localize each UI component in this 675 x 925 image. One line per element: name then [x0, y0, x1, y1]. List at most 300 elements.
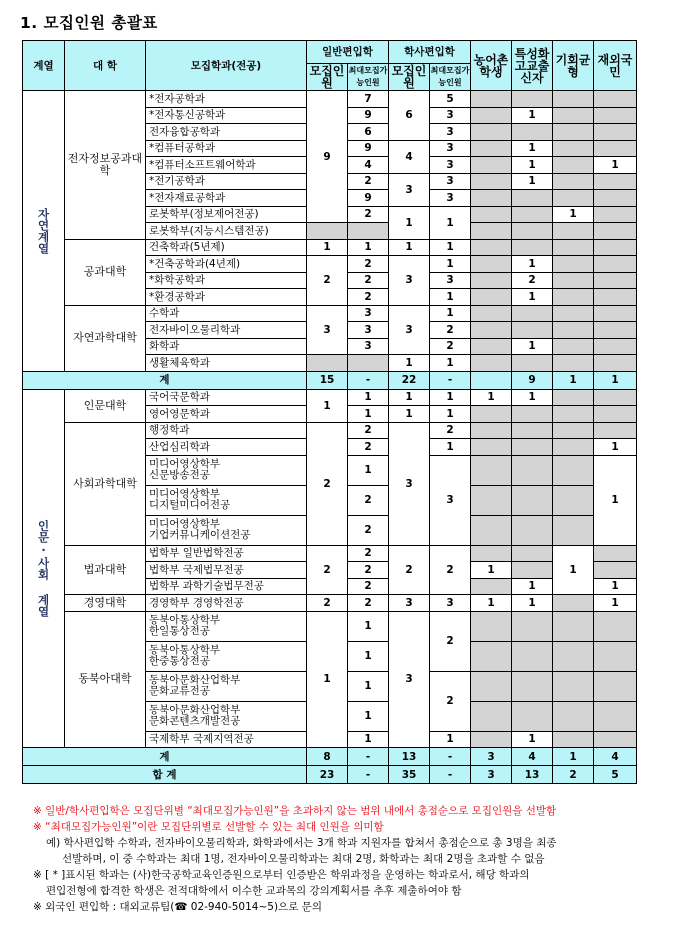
empty-r	[471, 157, 512, 174]
dept-line-2: 신문방송전공	[149, 469, 210, 481]
value-hm: 3	[430, 124, 471, 141]
college-eng: 공과대학	[65, 239, 146, 305]
empty-r	[471, 731, 512, 748]
empty-o	[553, 355, 594, 372]
empty-f	[594, 91, 637, 108]
dept-name: *전자통신공학과	[146, 107, 307, 124]
value-hm: 1	[430, 206, 471, 239]
subtotal-h: 22	[389, 371, 430, 389]
empty-r	[471, 124, 512, 141]
empty-o	[553, 91, 594, 108]
note-1: ※ 일반/학사편입학은 모집단위별 “최대모집가능인원”을 초과하지 않는 범위 내에서 총점순으로 모집인원을 선발함	[33, 805, 557, 817]
value-s: 1	[512, 256, 553, 273]
dept-name: 전자바이오물리학과	[146, 322, 307, 339]
dept-name	[146, 671, 307, 701]
empty-r	[471, 422, 512, 439]
empty-o	[553, 289, 594, 306]
value-g: 3	[307, 305, 348, 355]
total-g: 23	[307, 766, 348, 784]
dept-name: 법학부 과학기술법무전공	[146, 578, 307, 595]
subtotal-g: 8	[307, 748, 348, 766]
value-gm: 2	[348, 422, 389, 439]
dept-name: 로봇학부(정보제어전공)	[146, 206, 307, 223]
empty-o	[553, 701, 594, 731]
dept-name: 국제학부 국제지역전공	[146, 731, 307, 748]
total-label: 합 계	[23, 766, 307, 784]
group-humanities: 인문·사회 계열	[23, 389, 65, 748]
dept-name: 행정학과	[146, 422, 307, 439]
value-h: 1	[389, 389, 430, 406]
subtotal-hm: -	[430, 748, 471, 766]
value-r: 1	[471, 595, 512, 612]
empty-r	[471, 701, 512, 731]
empty-o	[553, 107, 594, 124]
empty-r	[471, 190, 512, 207]
value-s: 1	[512, 107, 553, 124]
header-hakgwa: 모집학과(전공)	[146, 41, 307, 91]
empty-f	[594, 140, 637, 157]
dept-name	[146, 701, 307, 731]
dept-line-1: 동북아통상학부	[149, 614, 221, 626]
empty-o	[553, 595, 594, 612]
value-f: 1	[594, 578, 637, 595]
dept-line-1: 동북아문화산업학부	[149, 704, 241, 716]
dept-line-1: 미디어영상학부	[149, 488, 221, 500]
empty-f	[594, 641, 637, 671]
dept-line-1: 미디어영상학부	[149, 518, 221, 530]
value-gm: 2	[348, 272, 389, 289]
subtotal-row	[23, 371, 637, 389]
dept-name: *환경공학과	[146, 289, 307, 306]
empty-f	[594, 239, 637, 256]
empty-o	[553, 239, 594, 256]
empty-f	[594, 355, 637, 372]
empty-r	[471, 91, 512, 108]
value-gm: 1	[348, 671, 389, 701]
empty-f	[594, 671, 637, 701]
value-h: 3	[389, 305, 430, 355]
subtotal-r	[471, 371, 512, 389]
value-gm: 1	[348, 641, 389, 671]
dept-name: 산업심리학과	[146, 439, 307, 456]
header-rural: 농어촌학생	[471, 41, 512, 91]
value-h: 3	[389, 611, 430, 748]
dept-name: 전자융합공학과	[146, 124, 307, 141]
empty-r	[471, 223, 512, 240]
empty-o	[553, 515, 594, 545]
empty-f	[594, 107, 637, 124]
dept-name: 영어영문학과	[146, 406, 307, 423]
value-hm: 1	[430, 256, 471, 273]
note-example-2: 선발하며, 이 중 수학과는 최대 1명, 전자바이오물리학과는 최대 2명, 화학과는 최대 2명을 초과할 수 없음	[62, 853, 545, 865]
empty-o	[553, 305, 594, 322]
empty-r	[471, 322, 512, 339]
empty-o	[553, 124, 594, 141]
value-s: 1	[512, 173, 553, 190]
empty-f	[594, 124, 637, 141]
dept-name	[146, 485, 307, 515]
empty-r	[471, 272, 512, 289]
subtotal-label: 계	[23, 371, 307, 389]
subtotal-label: 계	[23, 748, 307, 766]
empty-o	[553, 140, 594, 157]
note-2: ※ “최대모집가능인원”이란 모집단위별로 선발할 수 있는 최대 인원을 의미함	[33, 821, 384, 833]
empty-g	[307, 355, 348, 372]
subtotal-f: 4	[594, 748, 637, 766]
dept-line-2: 한일통상전공	[149, 625, 210, 637]
value-hm: 3	[430, 173, 471, 190]
table-row	[23, 595, 637, 612]
empty-r	[471, 515, 512, 545]
value-s: 2	[512, 272, 553, 289]
value-gm: 3	[348, 305, 389, 322]
total-r: 3	[471, 766, 512, 784]
empty-o	[553, 731, 594, 748]
value-gm: 2	[348, 595, 389, 612]
value-gm: 1	[348, 239, 389, 256]
header-gyeyeol: 계열	[23, 41, 65, 91]
empty-gm	[348, 355, 389, 372]
value-s: 1	[512, 595, 553, 612]
empty-r	[471, 140, 512, 157]
value-g: 1	[307, 239, 348, 256]
empty-r	[471, 256, 512, 273]
subtotal-row	[23, 748, 637, 766]
total-o: 2	[553, 766, 594, 784]
header-general-max: 최대모집가능인원	[348, 64, 389, 91]
empty-o	[553, 611, 594, 641]
subtotal-o: 1	[553, 748, 594, 766]
subtotal-r: 3	[471, 748, 512, 766]
value-hm: 2	[430, 322, 471, 339]
notes	[33, 803, 673, 915]
value-h: 3	[389, 256, 430, 306]
empty-r	[471, 338, 512, 355]
value-gm: 1	[348, 731, 389, 748]
dept-name: 국어국문학과	[146, 389, 307, 406]
value-gm: 6	[348, 124, 389, 141]
value-gm: 1	[348, 406, 389, 423]
value-g: 2	[307, 545, 348, 595]
empty-o	[553, 173, 594, 190]
value-f: 1	[594, 157, 637, 174]
empty-f	[594, 256, 637, 273]
empty-s	[512, 455, 553, 485]
empty-s	[512, 239, 553, 256]
value-gm: 2	[348, 206, 389, 223]
dept-name: *전기공학과	[146, 173, 307, 190]
empty-s	[512, 355, 553, 372]
dept-name: 경영학부 경영학전공	[146, 595, 307, 612]
college-northeast: 동북아대학	[65, 611, 146, 748]
value-o: 1	[553, 545, 594, 595]
value-gm: 2	[348, 256, 389, 273]
dept-name: 생활체육학과	[146, 355, 307, 372]
value-s: 1	[512, 389, 553, 406]
value-s: 1	[512, 289, 553, 306]
dept-line-1: 동북아문화산업학부	[149, 674, 241, 686]
value-hm: 1	[430, 406, 471, 423]
header-overseas: 재외국민	[594, 41, 637, 91]
dept-name	[146, 515, 307, 545]
value-g: 2	[307, 595, 348, 612]
empty-o	[553, 455, 594, 485]
empty-f	[594, 338, 637, 355]
value-hm: 1	[430, 289, 471, 306]
value-h: 3	[389, 173, 430, 206]
value-hm: 3	[430, 272, 471, 289]
empty-o	[553, 338, 594, 355]
empty-s	[512, 124, 553, 141]
table-row	[23, 611, 637, 641]
value-s: 1	[512, 338, 553, 355]
header-bachelor-max: 최대모집가능인원	[430, 64, 471, 91]
college-social: 사회과학대학	[65, 422, 146, 545]
value-g: 1	[307, 611, 348, 748]
note-3: ※ [ * ]표시된 학과는 (사)한국공학교육인증원으로부터 인증받은 학위과정을 운영하는 학과로서, 해당 학과의	[33, 869, 530, 881]
empty-s	[512, 671, 553, 701]
header-general: 일반편입학	[307, 41, 389, 64]
empty-o	[553, 223, 594, 240]
college-business: 경영대학	[65, 595, 146, 612]
empty-s	[512, 485, 553, 515]
empty-s	[512, 305, 553, 322]
value-gm: 9	[348, 190, 389, 207]
value-gm: 4	[348, 157, 389, 174]
empty-r	[471, 545, 512, 562]
value-hm: 1	[430, 731, 471, 748]
value-r: 1	[471, 389, 512, 406]
empty-f	[594, 305, 637, 322]
dept-line-2: 디지털미디어전공	[149, 499, 231, 511]
table-row	[23, 239, 637, 256]
empty-o	[553, 157, 594, 174]
value-hm: 3	[430, 107, 471, 124]
note-example-1: 예) 학사편입학 수학과, 전자바이오물리학과, 화학과에서는 3개 학과 지원자를 합쳐서 총점순으로 총 3명을 최종	[46, 837, 557, 849]
value-hm: 1	[430, 389, 471, 406]
recruitment-summary-table	[22, 40, 637, 784]
value-hm: 2	[430, 338, 471, 355]
dept-name: *전자재료공학과	[146, 190, 307, 207]
empty-f	[594, 611, 637, 641]
total-h: 35	[389, 766, 430, 784]
total-row	[23, 766, 637, 784]
subtotal-gm: -	[348, 371, 389, 389]
value-h: 1	[389, 206, 430, 239]
empty-r	[471, 107, 512, 124]
subtotal-gm: -	[348, 748, 389, 766]
value-h: 3	[389, 422, 430, 545]
empty-g	[307, 223, 348, 240]
table-row	[23, 305, 637, 322]
empty-s	[512, 91, 553, 108]
value-gm: 3	[348, 322, 389, 339]
table-row	[23, 91, 637, 108]
value-h: 6	[389, 91, 430, 141]
value-h: 1	[389, 239, 430, 256]
note-4: ※ 외국인 편입학 : 대외교류팀(☎ 02-940-5014~5)으로 문의	[33, 901, 322, 913]
value-hm: 3	[430, 190, 471, 207]
subtotal-o: 1	[553, 371, 594, 389]
empty-s	[512, 206, 553, 223]
empty-f	[594, 190, 637, 207]
value-gm: 1	[348, 389, 389, 406]
empty-s	[512, 611, 553, 641]
empty-f	[594, 272, 637, 289]
value-gm: 9	[348, 140, 389, 157]
dept-name	[146, 641, 307, 671]
empty-o	[553, 389, 594, 406]
dept-name: 법학부 일반법학전공	[146, 545, 307, 562]
empty-r	[471, 611, 512, 641]
value-hm: 1	[430, 439, 471, 456]
group-science: 자연계열	[23, 91, 65, 372]
empty-f	[594, 223, 637, 240]
empty-o	[553, 485, 594, 515]
value-gm: 7	[348, 91, 389, 108]
table-row	[23, 422, 637, 439]
empty-f	[594, 406, 637, 423]
empty-r	[471, 289, 512, 306]
dept-line-1: 동북아통상학부	[149, 644, 221, 656]
dept-name: 수학과	[146, 305, 307, 322]
value-f: 1	[594, 595, 637, 612]
empty-r	[471, 173, 512, 190]
dept-name: *건축공학과(4년제)	[146, 256, 307, 273]
total-gm: -	[348, 766, 389, 784]
value-hm: 2	[430, 671, 471, 731]
total-s: 13	[512, 766, 553, 784]
value-g: 2	[307, 422, 348, 545]
dept-name: 건축학과(5년제)	[146, 239, 307, 256]
value-h: 4	[389, 140, 430, 173]
empty-s	[512, 439, 553, 456]
value-o: 1	[553, 206, 594, 223]
value-gm: 9	[348, 107, 389, 124]
empty-f	[594, 173, 637, 190]
dept-line-2: 한중통상전공	[149, 655, 210, 667]
header-daehak: 대 학	[65, 41, 146, 91]
value-s: 1	[512, 140, 553, 157]
value-gm: 2	[348, 562, 389, 579]
empty-s	[512, 322, 553, 339]
value-gm: 1	[348, 701, 389, 731]
dept-name: 로봇학부(지능시스템전공)	[146, 223, 307, 240]
empty-gm	[348, 223, 389, 240]
empty-s	[512, 562, 553, 579]
header-special: 특성화고교출신자	[512, 41, 553, 91]
value-gm: 2	[348, 578, 389, 595]
empty-f	[594, 562, 637, 579]
empty-o	[553, 256, 594, 273]
dept-name	[146, 611, 307, 641]
value-gm: 1	[348, 455, 389, 485]
empty-f	[594, 206, 637, 223]
dept-name: *화학공학과	[146, 272, 307, 289]
value-f: 1	[594, 439, 637, 456]
value-hm: 2	[430, 611, 471, 671]
value-gm: 2	[348, 545, 389, 562]
header-bachelor: 학사편입학	[389, 41, 471, 64]
value-gm: 3	[348, 338, 389, 355]
header-general-mojip: 모집인원	[307, 64, 348, 91]
empty-r	[471, 439, 512, 456]
empty-o	[553, 190, 594, 207]
empty-f	[594, 422, 637, 439]
subtotal-s: 9	[512, 371, 553, 389]
value-gm: 2	[348, 515, 389, 545]
empty-f	[594, 731, 637, 748]
total-hm: -	[430, 766, 471, 784]
subtotal-s: 4	[512, 748, 553, 766]
dept-name	[146, 455, 307, 485]
empty-s	[512, 641, 553, 671]
empty-f	[594, 322, 637, 339]
empty-r	[471, 355, 512, 372]
dept-line-2: 문화교류전공	[149, 685, 210, 697]
value-hm: 2	[430, 422, 471, 439]
page-title: 1. 모집인원 총괄표	[20, 14, 158, 32]
empty-s	[512, 701, 553, 731]
empty-r	[471, 578, 512, 595]
value-g: 1	[307, 389, 348, 422]
dept-line-2: 문화콘텐츠개발전공	[149, 715, 241, 727]
value-h: 1	[389, 355, 430, 372]
value-gm: 2	[348, 485, 389, 515]
empty-o	[553, 671, 594, 701]
empty-f	[594, 701, 637, 731]
note-3-cont: 편입전형에 합격한 학생은 전적대학에서 이수한 교과목의 강의계획서를 추후 제출하여야 함	[46, 885, 462, 897]
empty-o	[553, 272, 594, 289]
value-g: 9	[307, 91, 348, 223]
dept-line-2: 기업커뮤니케이션전공	[149, 529, 251, 541]
empty-r	[471, 455, 512, 485]
value-hm: 2	[430, 545, 471, 595]
empty-s	[512, 406, 553, 423]
value-hm: 3	[430, 140, 471, 157]
value-hm: 3	[430, 157, 471, 174]
subtotal-h: 13	[389, 748, 430, 766]
value-gm: 2	[348, 173, 389, 190]
dept-name: 화학과	[146, 338, 307, 355]
empty-s	[512, 515, 553, 545]
empty-s	[512, 422, 553, 439]
value-r: 1	[471, 562, 512, 579]
dept-name: *전자공학과	[146, 91, 307, 108]
empty-o	[553, 439, 594, 456]
empty-o	[553, 322, 594, 339]
table-row	[23, 545, 637, 562]
subtotal-g: 15	[307, 371, 348, 389]
subtotal-f: 1	[594, 371, 637, 389]
value-h: 1	[389, 406, 430, 423]
value-s: 1	[512, 157, 553, 174]
value-hm: 3	[430, 455, 471, 545]
empty-r	[471, 206, 512, 223]
empty-r	[471, 239, 512, 256]
dept-name: *컴퓨터공학과	[146, 140, 307, 157]
college-natural: 자연과학대학	[65, 305, 146, 371]
value-gm: 1	[348, 611, 389, 641]
value-hm: 1	[430, 239, 471, 256]
value-gm: 2	[348, 439, 389, 456]
total-f: 5	[594, 766, 637, 784]
empty-s	[512, 545, 553, 562]
value-s: 1	[512, 731, 553, 748]
empty-r	[471, 485, 512, 515]
empty-r	[471, 641, 512, 671]
empty-f	[594, 389, 637, 406]
